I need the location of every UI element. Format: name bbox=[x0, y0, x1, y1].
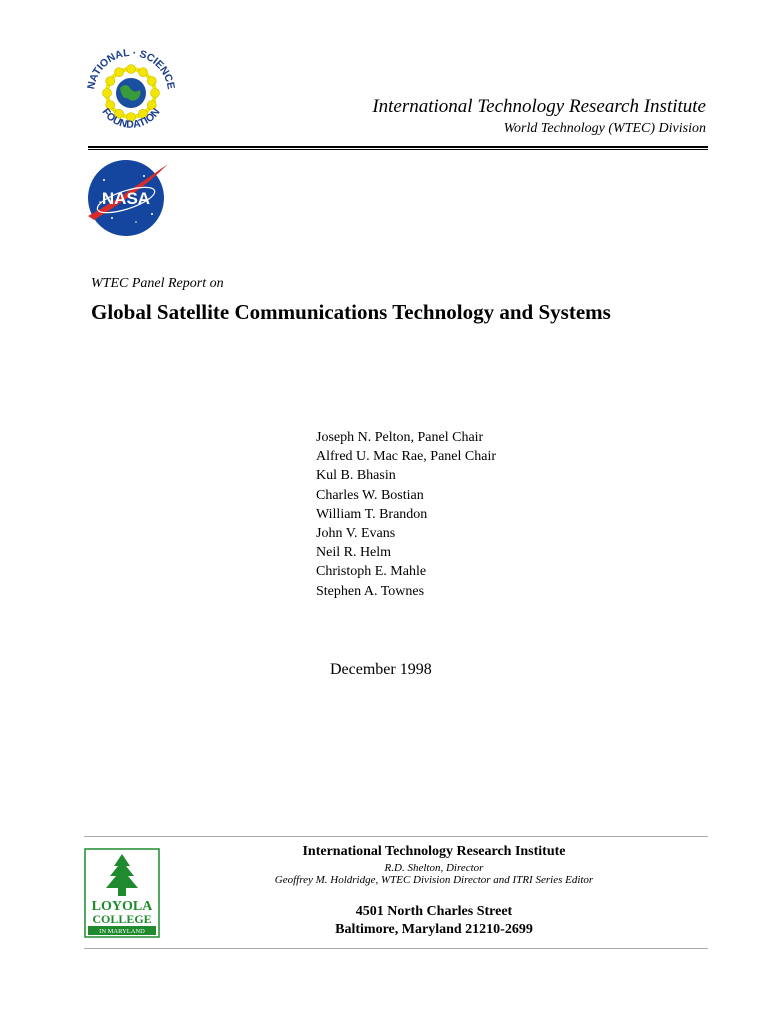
nsf-star bbox=[139, 68, 148, 77]
panel-member: Kul B. Bhasin bbox=[316, 468, 396, 484]
header-divider bbox=[88, 146, 708, 150]
nasa-logo-text: NASA bbox=[101, 189, 151, 208]
panel-member-list bbox=[316, 428, 496, 601]
division-subtitle: World Technology (WTEC) Division bbox=[503, 121, 706, 136]
institute-title: International Technology Research Institute bbox=[372, 96, 706, 117]
nsf-star bbox=[106, 77, 115, 86]
report-pretitle: WTEC Panel Report on bbox=[91, 276, 224, 291]
report-title: Global Satellite Communications Technology and Systems bbox=[91, 300, 611, 324]
footer-street: 4501 North Charles Street bbox=[355, 904, 513, 919]
panel-member: William T. Brandon bbox=[316, 506, 428, 522]
footer-block bbox=[160, 844, 708, 938]
panel-member: Joseph N. Pelton, Panel Chair bbox=[316, 430, 484, 445]
footer-city: Baltimore, Maryland 21210-2699 bbox=[335, 922, 533, 937]
panel-member: John V. Evans bbox=[316, 526, 396, 542]
nsf-logo-bottom-text: FOUNDATION bbox=[99, 106, 163, 131]
footer-divider-top bbox=[84, 836, 708, 837]
loyola-logo-line1: LOYOLA bbox=[91, 899, 153, 914]
panel-member: Alfred U. Mac Rae, Panel Chair bbox=[316, 449, 496, 465]
footer-director: R.D. Shelton, Director bbox=[384, 862, 484, 874]
footer-institute: International Technology Research Institute bbox=[302, 844, 566, 859]
nsf-logo-top-text: NATIONAL · SCIENCE bbox=[85, 46, 177, 91]
nsf-star bbox=[103, 89, 112, 98]
loyola-logo bbox=[84, 848, 160, 938]
panel-member: Charles W. Bostian bbox=[316, 487, 424, 503]
nasa-logo bbox=[84, 158, 170, 238]
nsf-star bbox=[151, 89, 160, 98]
panel-member: Christoph E. Mahle bbox=[316, 564, 427, 580]
report-date: December 1998 bbox=[330, 661, 432, 678]
footer-divider-bottom bbox=[84, 948, 708, 949]
footer-editor: Geoffrey M. Holdridge, WTEC Division Director and ITRI Series Editor bbox=[274, 874, 594, 886]
nsf-logo bbox=[80, 42, 182, 144]
loyola-logo-line3: IN MARYLAND bbox=[99, 928, 145, 935]
nsf-star bbox=[115, 68, 124, 77]
loyola-logo-line2: COLLEGE bbox=[92, 912, 152, 926]
nsf-star bbox=[127, 65, 136, 74]
panel-member: Neil R. Helm bbox=[316, 545, 392, 561]
panel-member: Stephen A. Townes bbox=[316, 583, 425, 599]
nsf-star bbox=[147, 77, 156, 86]
